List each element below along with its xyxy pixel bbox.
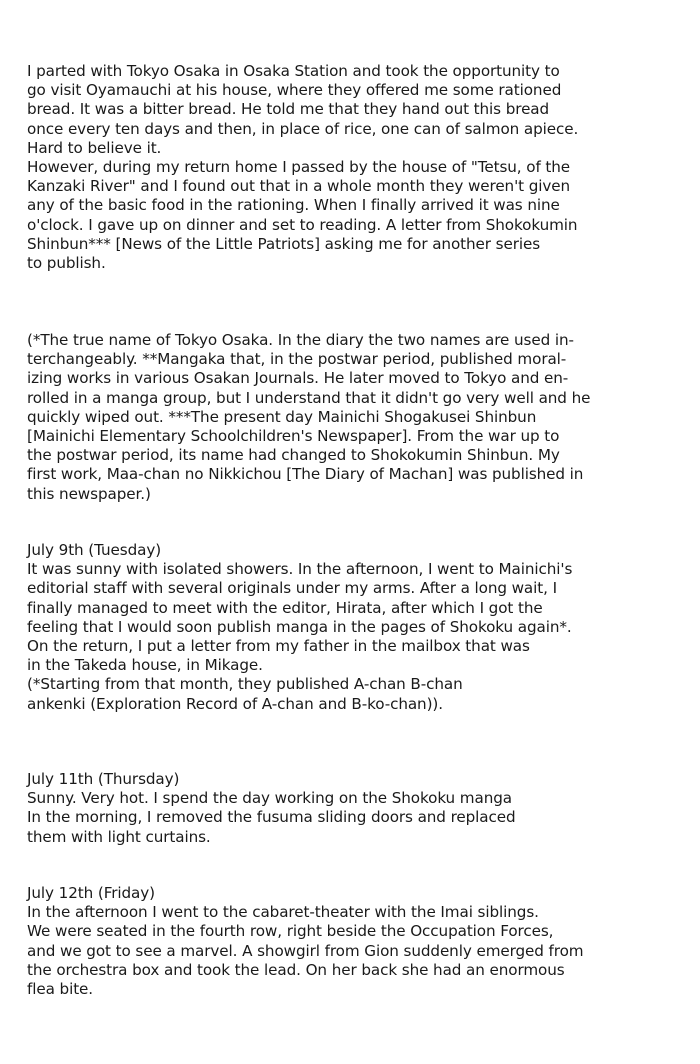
diary-entry-july-12: July 12th (Friday) In the afternoon I went to the cabaret-theater with the Imai siblings. We were seated in the fourth row, right beside the Occupation Forces, and we got to see a marvel. A showgirl from Gion suddenly emerged from the orchestra box and took the lead. On her back she had an enormous flea bite.: [27, 884, 584, 999]
diary-entry-july-11: July 11th (Thursday) Sunny. Very hot. I spend the day working on the Shokoku manga In the morning, I removed the fusuma sliding doors and replaced them with light curtains.: [27, 770, 516, 846]
footnotes-paragraph: (*The true name of Tokyo Osaka. In the diary the two names are used in- terchangeably. **Mangaka that, in the postwar period, published moral- izing works in various Osakan Journals. He later moved to Tokyo and en- rolled in a manga group, but I understand that it didn't go very well and he quickly wiped out. ***The present day Mainichi Shogakusei Shinbun [Mainichi Elementary Schoolchildren's Newspaper]. From the war up to the postwar period, its name had changed to Shokokumin Shinbun. My first work, Maa-chan no Nikkichou [The Diary of Machan] was published in this newspaper.): [27, 331, 591, 503]
diary-entry-july-9: July 9th (Tuesday) It was sunny with isolated showers. In the afternoon, I went to Mainichi's editorial staff with several originals under my arms. After a long wait, I finally managed to meet with the editor, Hirata, after which I got the feeling that I would soon publish manga in the pages of Shokoku again*. On the return, I put a letter from my father in the mailbox that was in the Takeda house, in Mikage. (*Starting from that month, they published A-chan B-chan ankenki (Exploration Record of A-chan and B-ko-chan)).: [27, 541, 573, 713]
diary-intro-paragraph: I parted with Tokyo Osaka in Osaka Station and took the opportunity to go visit Oyamauchi at his house, where they offered me some rationed bread. It was a bitter bread. He told me that they hand out this bread once every ten days and then, in place of rice, one can of salmon apiece. Hard to believe it. However, during my return home I passed by the house of "Tetsu, of the Kanzaki River" and I found out that in a whole month they weren't given any of the basic food in the rationing. When I finally arrived it was nine o'clock. I gave up on dinner and set to reading. A letter from Shokokumin Shinbun*** [News of the Little Patriots] asking me for another series to publish.: [27, 62, 579, 273]
